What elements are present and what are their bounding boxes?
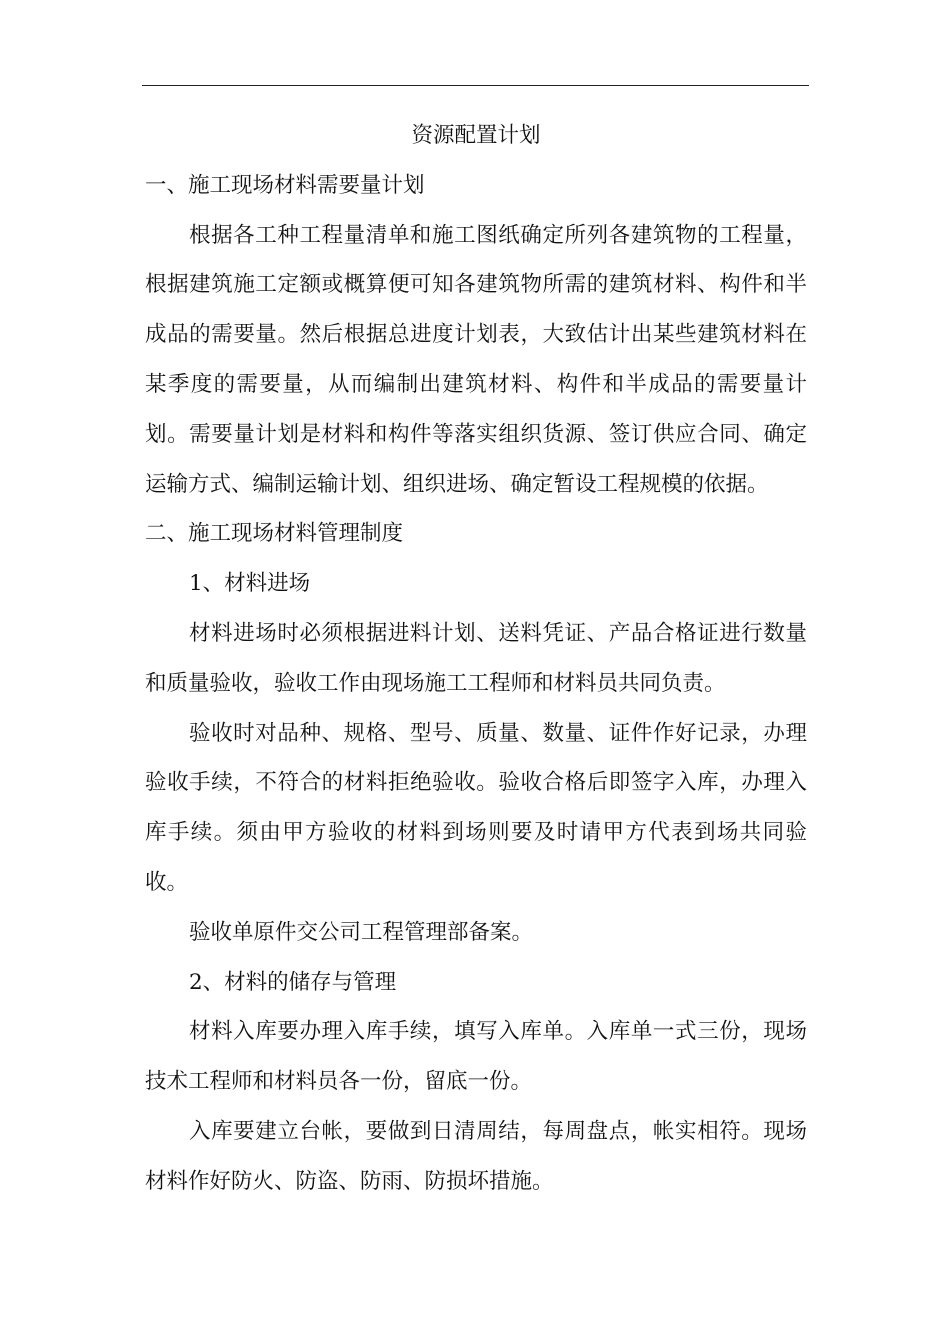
section-heading-material-management: 二、施工现场材料管理制度 [145, 521, 404, 547]
document-body [145, 111, 807, 1207]
paragraph-acceptance-procedure: 验收时对品种、规格、型号、质量、数量、证件作好记录，办理验收手续，不符合的材料拒绝验收。验收合格后即签字入库，办理入库手续。须由甲方验收的材料到场则要及时请甲方代表到场共同验收。 [145, 720, 807, 895]
paragraph-material-demand: 根据各工种工程量清单和施工图纸确定所列各建筑物的工程量，根据建筑施工定额或概算便可知各建筑物所需的建筑材料、构件和半成品的需要量。然后根据总进度计划表，大致估计出某些建筑材料在某季度的需要量，从而编制出建筑材料、构件和半成品的需要量计划。需要量计划是材料和构件等落实组织货源、签订供应合同、确定运输方式、编制运输计划、组织进场、确定暂设工程规模的依据。 [145, 222, 807, 497]
subheading-material-entry: 1、材料进场 [189, 571, 311, 597]
paragraph-acceptance-filing: 验收单原件交公司工程管理部备案。 [189, 919, 534, 945]
document-title: 资源配置计划 [411, 123, 541, 148]
paragraph-warehouse-entry: 材料入库要办理入库手续，填写入库单。入库单一式三份，现场技术工程师和材料员各一份，留底一份。 [145, 1019, 807, 1095]
paragraph-entry-inspection: 材料进场时必须根据进料计划、送料凭证、产品合格证进行数量和质量验收，验收工作由现场施工工程师和材料员共同负责。 [145, 620, 807, 696]
paragraph-ledger-protection: 入库要建立台帐，要做到日清周结，每周盘点，帐实相符。现场材料作好防火、防盗、防雨、防损坏措施。 [145, 1118, 807, 1194]
subheading-storage-management: 2、材料的储存与管理 [189, 969, 397, 995]
section-heading-material-demand: 一、施工现场材料需要量计划 [145, 172, 425, 198]
header-rule [142, 85, 809, 86]
